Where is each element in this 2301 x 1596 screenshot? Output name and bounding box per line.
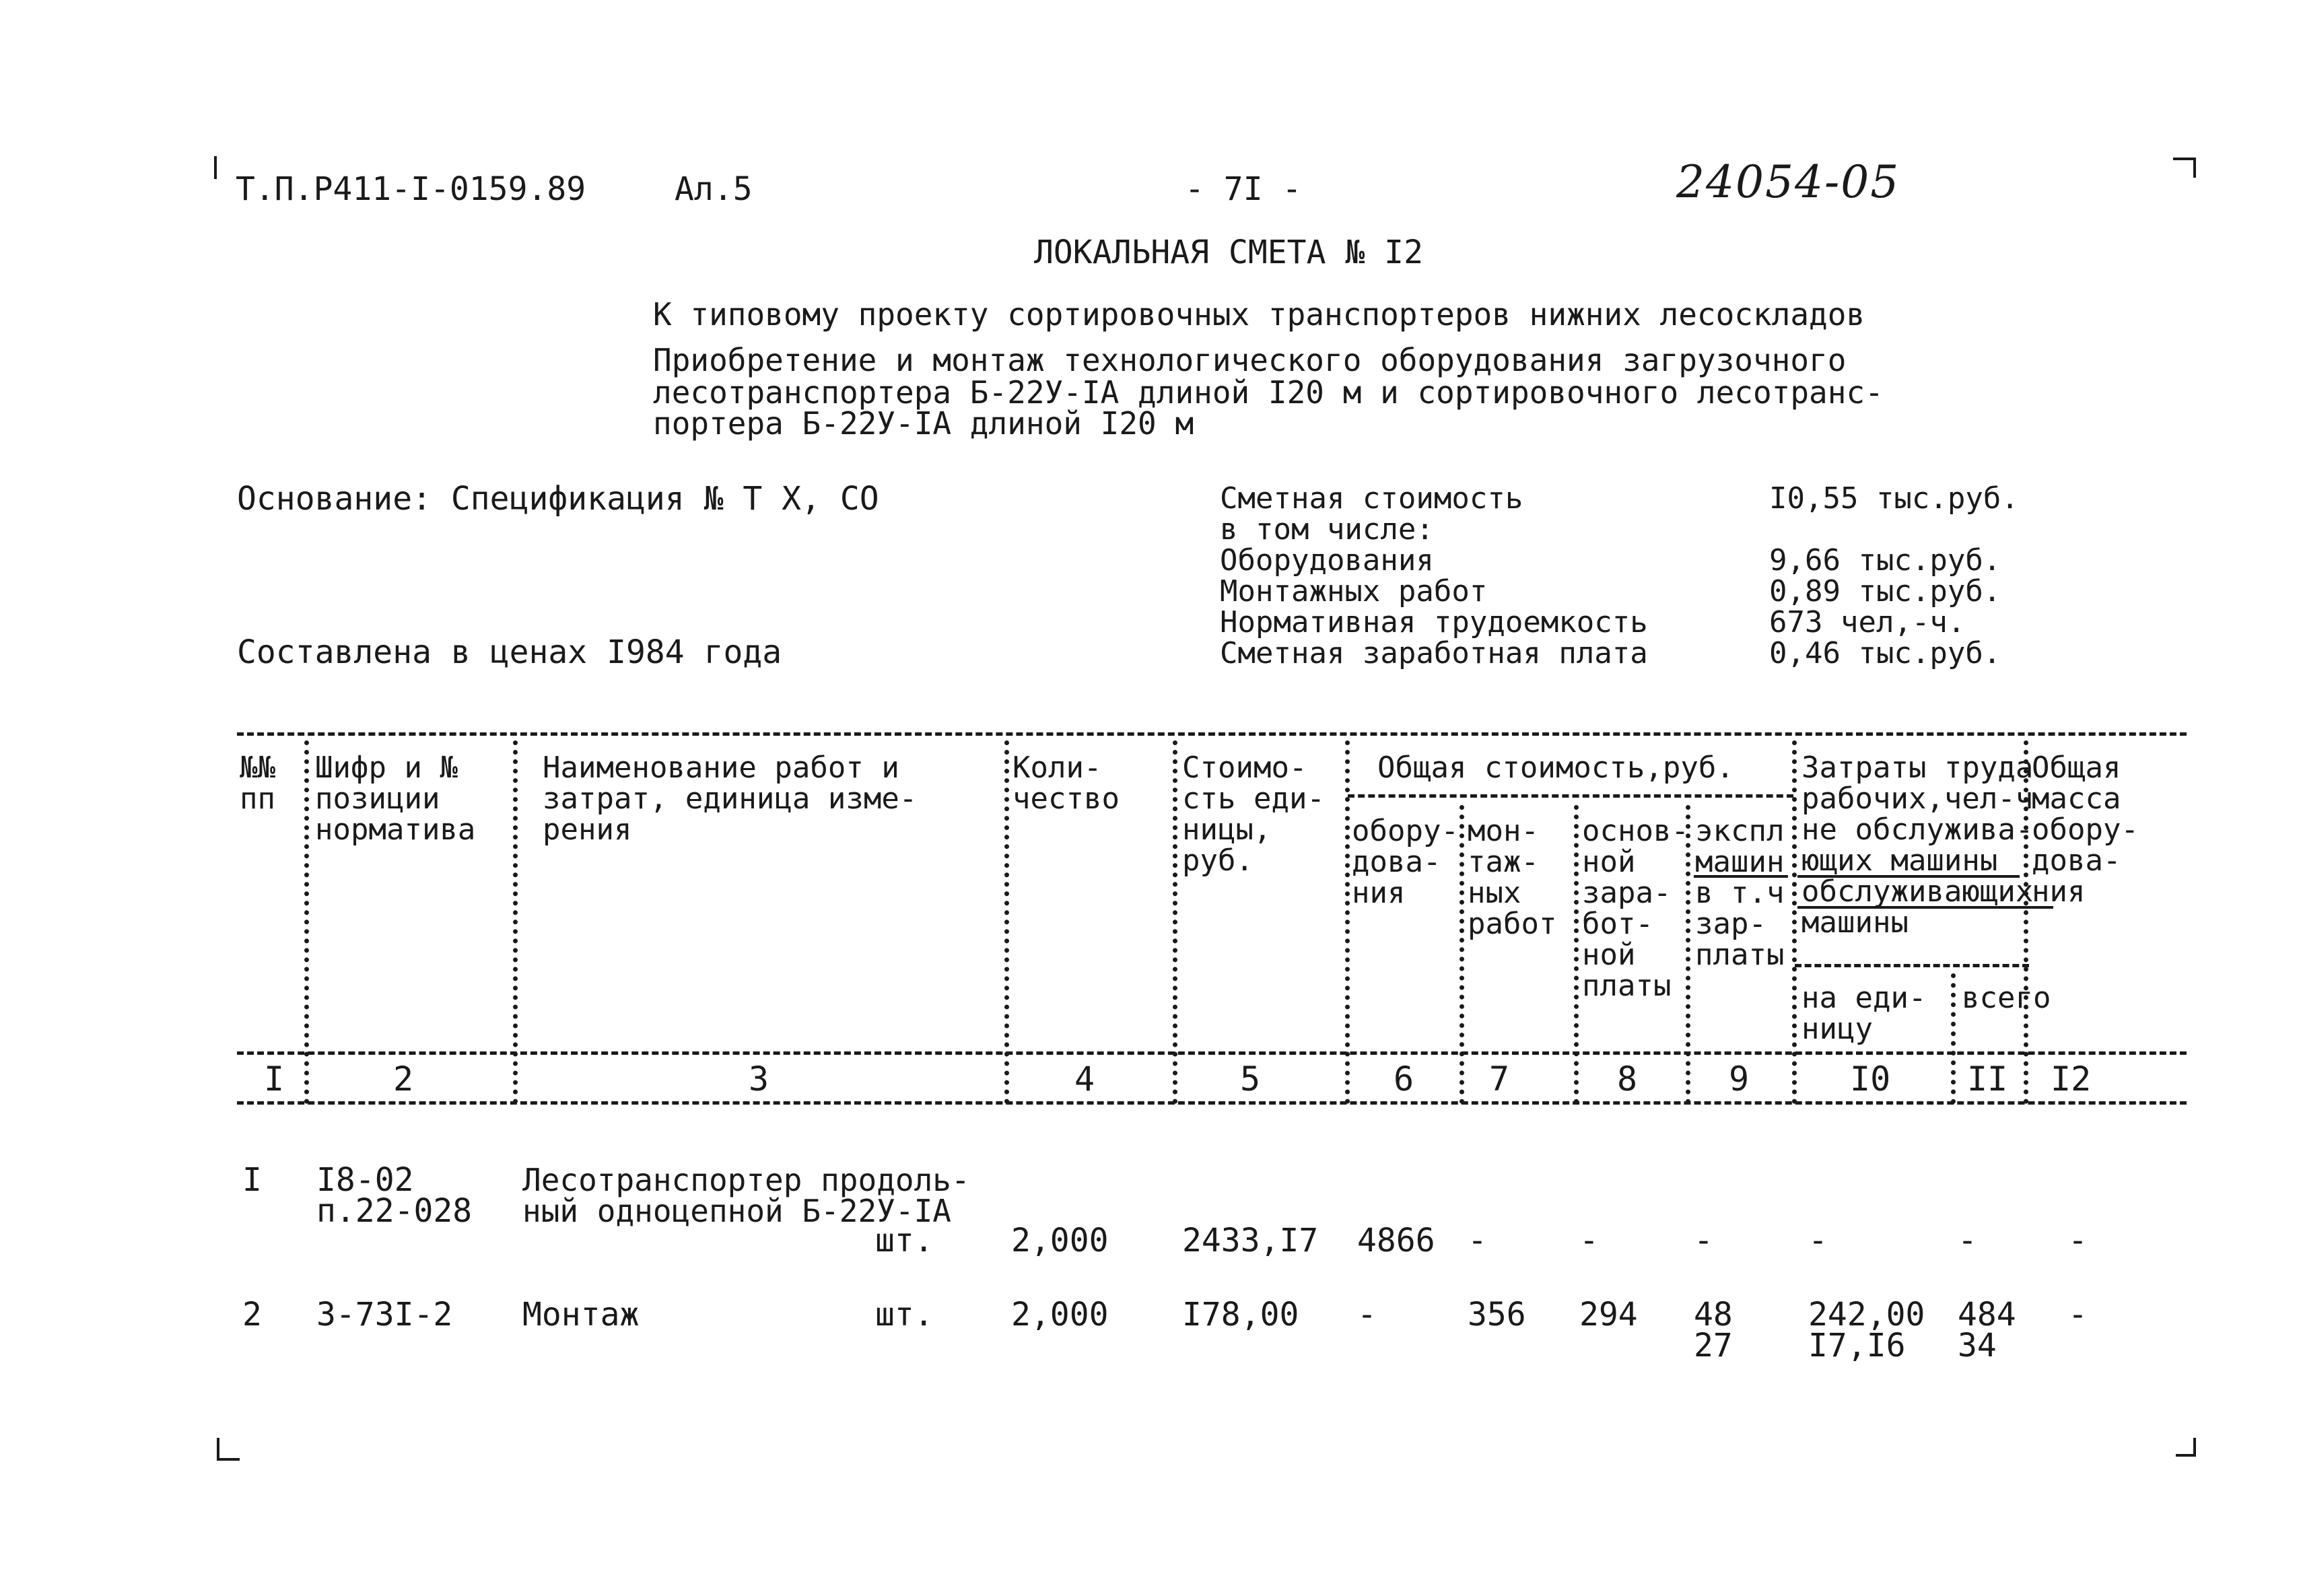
- row-mass: -: [2068, 1222, 2088, 1259]
- header-machine-salary: в т.ч зар- платы: [1695, 876, 1785, 972]
- doc-code: Т.П.Р411-I-0159.89: [236, 170, 586, 208]
- title-line-1: К типовому проекту сортировочных транспортеров нижних лесоскладов: [653, 296, 1865, 333]
- column-number: I0: [1850, 1060, 1891, 1099]
- column-number: 9: [1729, 1060, 1750, 1099]
- column-number: II: [1967, 1060, 2008, 1099]
- title-line-4: портера Б-22У-IА длиной I20 м: [653, 405, 1194, 442]
- row-labor-total: -: [1958, 1222, 1977, 1259]
- summary-value: I0,55 тыс.руб.: [1769, 481, 2019, 516]
- row-labor-per-unit: -: [1808, 1222, 1828, 1259]
- row-unit-price: 2433,I7: [1182, 1222, 1319, 1259]
- row-machine-cost: -: [1694, 1222, 1713, 1259]
- summary-label: Нормативная трудоемкость: [1220, 605, 1648, 639]
- row-labor-per-unit: 242,00 I7,I6: [1808, 1296, 1925, 1364]
- row-mounting-cost: -: [1468, 1222, 1487, 1259]
- summary-label: Монтажных работ: [1220, 574, 1488, 609]
- col-sep-4: [1173, 740, 1177, 1104]
- row-mounting-cost: 356: [1468, 1296, 1526, 1333]
- header-equipment: обору- дова- ния: [1352, 814, 1459, 910]
- column-number: 2: [393, 1060, 414, 1099]
- header-mounting: мон- таж- ных работ: [1468, 814, 1557, 941]
- column-number: 6: [1394, 1060, 1414, 1099]
- page-number: - 7I -: [1185, 170, 1302, 208]
- header-base-salary: основ- ной зара- бот- ной платы: [1582, 814, 1689, 1003]
- album-label: Ал.5: [675, 170, 753, 208]
- column-number: 4: [1074, 1060, 1095, 1099]
- corner-mark-top-left: [214, 156, 217, 179]
- header-machine-operation: экспл машин: [1695, 814, 1785, 879]
- col-sep-3: [1004, 740, 1009, 1104]
- header-total: всего: [1962, 981, 2051, 1015]
- row-equipment-cost: -: [1357, 1296, 1377, 1333]
- col-sep-10: [1951, 973, 1956, 1104]
- header-labor-group: Затраты труда рабочих,чел-ч не обслужива-: [1801, 751, 2034, 847]
- column-number: 5: [1240, 1060, 1261, 1099]
- column-number: 7: [1489, 1060, 1510, 1099]
- col-sep-2: [513, 740, 518, 1104]
- column-number: 3: [749, 1060, 769, 1099]
- row-equipment-cost: 4866: [1357, 1222, 1435, 1259]
- handwritten-number: 24054-05: [1676, 156, 1900, 208]
- summary-label: Сметная заработная плата: [1220, 636, 1648, 670]
- summary-value: 0,46 тыс.руб.: [1769, 636, 2001, 670]
- summary-label: Сметная стоимость: [1220, 481, 1523, 516]
- header-per-unit: на еди- ницу: [1801, 981, 1927, 1046]
- col-sep-9: [1792, 740, 1797, 1104]
- title-line-3: лесотранспортера Б-22У-IА длиной I20 м и сортировочного лесотранс-: [653, 374, 1884, 411]
- price-base: Составлена в ценах I984 года: [237, 633, 782, 671]
- col-sep-7: [1574, 805, 1579, 1104]
- table-top-rule: [237, 732, 2187, 736]
- column-number: I2: [2051, 1060, 2092, 1099]
- row-machine-cost: 48 27: [1694, 1296, 1733, 1364]
- row-unit-price: I78,00: [1182, 1296, 1299, 1333]
- column-number: 8: [1617, 1060, 1638, 1099]
- row-base-salary: -: [1579, 1222, 1599, 1259]
- header-labor-machines: машины: [1801, 905, 1909, 940]
- row-mass: -: [2068, 1296, 2088, 1333]
- row-quantity: 2,000: [1011, 1222, 1109, 1259]
- header-code: Шифр и № позиции норматива: [315, 751, 476, 847]
- cost-subgroup-rule: [1348, 794, 1793, 798]
- header-total-cost-group: Общая стоимость,руб.: [1377, 751, 1734, 785]
- header-mass: Общая масса обору- дова- ния: [2032, 751, 2139, 909]
- column-number: I: [264, 1060, 285, 1099]
- header-labor-serving: обслуживающих: [1801, 874, 2034, 909]
- row-quantity: 2,000: [1011, 1296, 1109, 1333]
- labor-subgroup-rule: [1795, 964, 2029, 967]
- summary-value: 673 чел,-ч.: [1769, 605, 1966, 639]
- header-quantity: Коли- чество: [1012, 751, 1120, 816]
- estimate-heading: ЛОКАЛЬНАЯ СМЕТА № I2: [1034, 234, 1423, 271]
- summary-label: в том числе:: [1220, 512, 1434, 547]
- row-code: I8-02 п.22-028: [316, 1161, 473, 1230]
- header-bottom-rule: [237, 1051, 2187, 1055]
- header-unit-cost: Стоимо- сть еди- ницы, руб.: [1182, 751, 1325, 878]
- corner-mark-bottom-left-h: [217, 1458, 240, 1461]
- row-number: 2: [242, 1296, 262, 1333]
- header-name: Наименование работ и затрат, единица изме- рения: [543, 751, 918, 847]
- row-name: Лесотранспортер продоль- ный одноцепной Б-22У-IА: [522, 1162, 970, 1229]
- column-numbers-rule: [237, 1101, 2187, 1105]
- corner-mark-top-right: [2173, 158, 2196, 160]
- row-labor-total: 484 34: [1958, 1296, 2016, 1364]
- basis-spec: Основание: Спецификация № Т Х, СО: [237, 480, 879, 518]
- row-code: 3-73I-2: [316, 1296, 453, 1333]
- summary-value: 0,89 тыс.руб.: [1769, 574, 2001, 609]
- header-labor-not-serving: ющих машины: [1801, 843, 1998, 878]
- summary-label: Оборудования: [1220, 543, 1434, 578]
- row-number: I: [242, 1161, 262, 1199]
- summary-value: 9,66 тыс.руб.: [1769, 543, 2001, 578]
- col-sep-6: [1459, 805, 1464, 1104]
- corner-mark-top-right-v: [2193, 158, 2196, 178]
- row-name: Монтаж: [522, 1296, 640, 1333]
- corner-mark-bottom-left: [217, 1438, 219, 1461]
- col-sep-1: [304, 740, 309, 1104]
- corner-mark-bottom-right-v: [2193, 1438, 2196, 1457]
- title-line-2: Приобретение и монтаж технологического оборудования загрузочного: [653, 342, 1847, 378]
- row-base-salary: 294: [1579, 1296, 1638, 1333]
- row-unit: шт.: [875, 1222, 934, 1259]
- col-sep-5: [1345, 740, 1350, 1104]
- row-unit: шт.: [875, 1296, 934, 1333]
- header-row-number: №№ пп: [240, 751, 275, 816]
